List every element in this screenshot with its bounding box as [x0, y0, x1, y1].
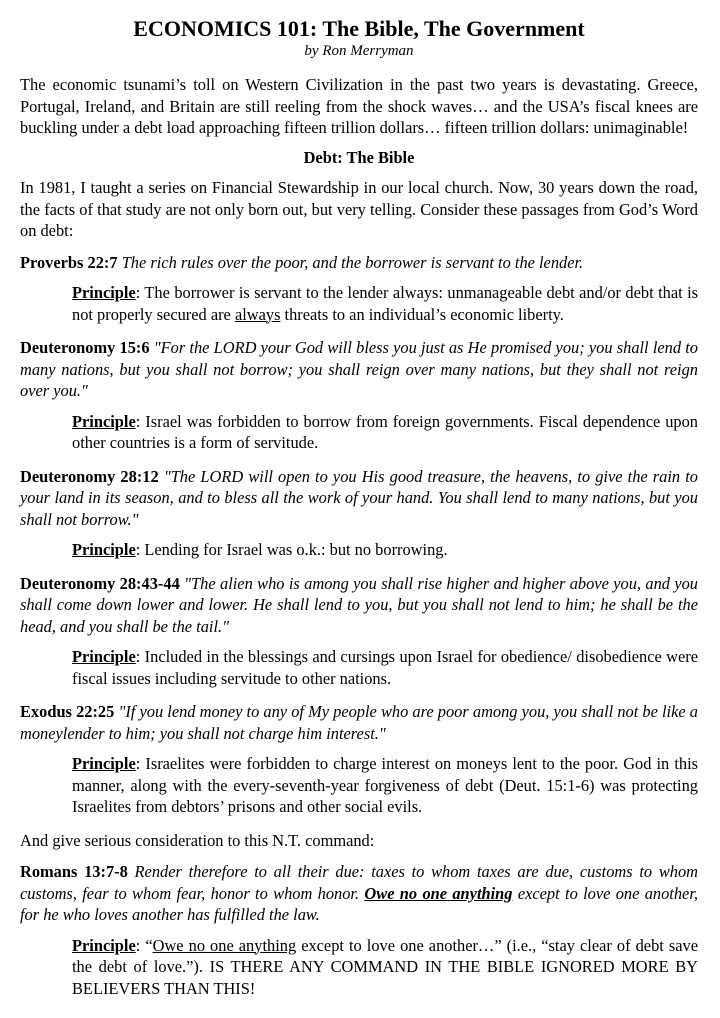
- verse-reference: Proverbs 22:7: [20, 252, 118, 272]
- principle-emphasis: Owe no one anything: [152, 935, 297, 955]
- verse-exodus-22-25: [20, 701, 698, 744]
- verse-proverbs-22-7: [20, 252, 698, 274]
- section-heading: Debt: The Bible: [303, 147, 415, 167]
- verse-deuteronomy-28-12: [20, 466, 698, 531]
- verse-reference: Exodus 22:25: [20, 702, 115, 721]
- principle-proverbs: Principle: The borrower is servant to the lender always: unmanageable debt and/or debt that is not properly secured are always threats to an individual’s economic liberty.: [72, 283, 699, 324]
- principle-text-a: The borrower is servant to the lender always: unmanageable debt and/or debt that is not properly secured are: [72, 283, 699, 324]
- principle-romans: Principle: “Owe no one anything except to love one another…” (i.e., “stay clear of debt save the debt of love.”). IS THERE ANY COMMAND IN THE BIBLE IGNORED MORE BY BELIEVERS THAN THIS!: [72, 935, 698, 998]
- principle-label: Principle: [72, 411, 136, 431]
- verse-text: "The alien who is among you shall rise higher and higher above you, and you shall come down lower and lower. He shall lend to you, but you shall not lend to him; he shall be the head, and you shall be the tail.": [20, 573, 699, 636]
- principle-open-quote: “: [145, 935, 153, 955]
- verse-reference: Deuteronomy 15:6: [20, 338, 150, 357]
- intro-paragraph: The economic tsunami’s toll on Western Civilization in the past two years is devastating. Greece, Portugal, Ireland, and Britain are still reeling from the shock waves… and the USA’s fiscal knees are buckling under a debt load approaching fifteen trillion dollars… fifteen trillion dollars: unimaginable!: [20, 75, 698, 137]
- principle-text: Included in the blessings and cursings upon Israel for obedience/ disobedience were fiscal issues including servitude to other nations.: [72, 647, 699, 688]
- principle-label: Principle: [72, 540, 136, 559]
- principle-label: Principle: [72, 754, 136, 773]
- verse-deuteronomy-15-6: [20, 337, 698, 402]
- principle-text-b: threats to an individual’s economic liberty.: [280, 304, 564, 324]
- principle-emphasis: always: [234, 304, 281, 324]
- verse-text: The rich rules over the poor, and the borrower is servant to the lender.: [121, 252, 584, 272]
- lead-paragraph: In 1981, I taught a series on Financial Stewardship in our local church. Now, 30 years down the road, the facts of that study are not only born out, but very telling. Consider these passages from God’s Word on debt:: [20, 178, 698, 240]
- principle-text: Lending for Israel was o.k.: but no borrowing.: [144, 540, 448, 559]
- principle-text: Israelites were forbidden to charge interest on moneys lent to the poor. God in this manner, along with the every-seventh-year forgiveness of debt (Deut. 15:1-6) was protecting Israelites from debtors’ prisons and other social evils.: [72, 754, 698, 816]
- verse-text-a: Render therefore to all their due: taxes to whom taxes are due, customs to whom customs, fear to whom fear, honor to whom honor.: [20, 862, 699, 903]
- principle-text: Israel was forbidden to borrow from foreign governments. Fiscal dependence upon other countries is a form of servitude.: [72, 411, 699, 452]
- principle-deuteronomy-28-12: Principle: Lending for Israel was o.k.: but no borrowing.: [72, 540, 448, 559]
- principle-deuteronomy-15: Principle: Israel was forbidden to borrow from foreign governments. Fiscal dependence upon other countries is a form of servitude.: [72, 411, 699, 452]
- author-byline: by Ron Merryman: [304, 43, 414, 59]
- verse-emphasis: Owe no one anything: [364, 883, 513, 903]
- document-title: ECONOMICS 101: The Bible, The Government: [133, 16, 585, 41]
- verse-reference: Deuteronomy 28:43-44: [20, 573, 180, 593]
- verse-deuteronomy-28-43-44: [20, 573, 698, 638]
- verse-text: "If you lend money to any of My people who are poor among you, you shall not be like a moneylender to him; you shall not charge him interest.": [20, 702, 698, 743]
- principle-text: except to love one another…” (i.e., “stay clear of debt save the debt of love.”). IS THERE ANY COMMAND IN THE BIBLE IGNORED MORE BY BELIEVERS THAN THIS!: [72, 935, 698, 998]
- verse-romans-13-7-8: [20, 861, 698, 926]
- verse-text: "The LORD will open to you His good treasure, the heavens, to give the rain to your land in its season, and to bless all the work of your hand. You shall lend to many nations, but you shall not borrow.": [20, 466, 698, 529]
- principle-deuteronomy-28-43: Principle: Included in the blessings and cursings upon Israel for obedience/ disobedience were fiscal issues including servitude to other nations.: [72, 647, 699, 688]
- principle-exodus: Principle: Israelites were forbidden to charge interest on moneys lent to the poor. God in this manner, along with the every-seventh-year forgiveness of debt (Deut. 15:1-6) was protecting Israelites from debtors’ prisons and other social evils.: [72, 754, 698, 816]
- principle-label: Principle: [72, 935, 136, 955]
- verse-text: "For the LORD your God will bless you just as He promised you; you shall lend to many nations, but you shall not borrow; you shall reign over many nations, but they shall not reign over you.": [20, 338, 698, 400]
- nt-lead-paragraph: And give serious consideration to this N.T. command:: [20, 830, 375, 850]
- verse-text-b: except to love one another, for he who loves another has fulfilled the law.: [20, 883, 698, 924]
- verse-reference: Deuteronomy 28:12: [20, 466, 159, 486]
- principle-label: Principle: [72, 647, 136, 666]
- verse-reference: Romans 13:7-8: [20, 862, 128, 881]
- principle-label: Principle: [72, 283, 136, 302]
